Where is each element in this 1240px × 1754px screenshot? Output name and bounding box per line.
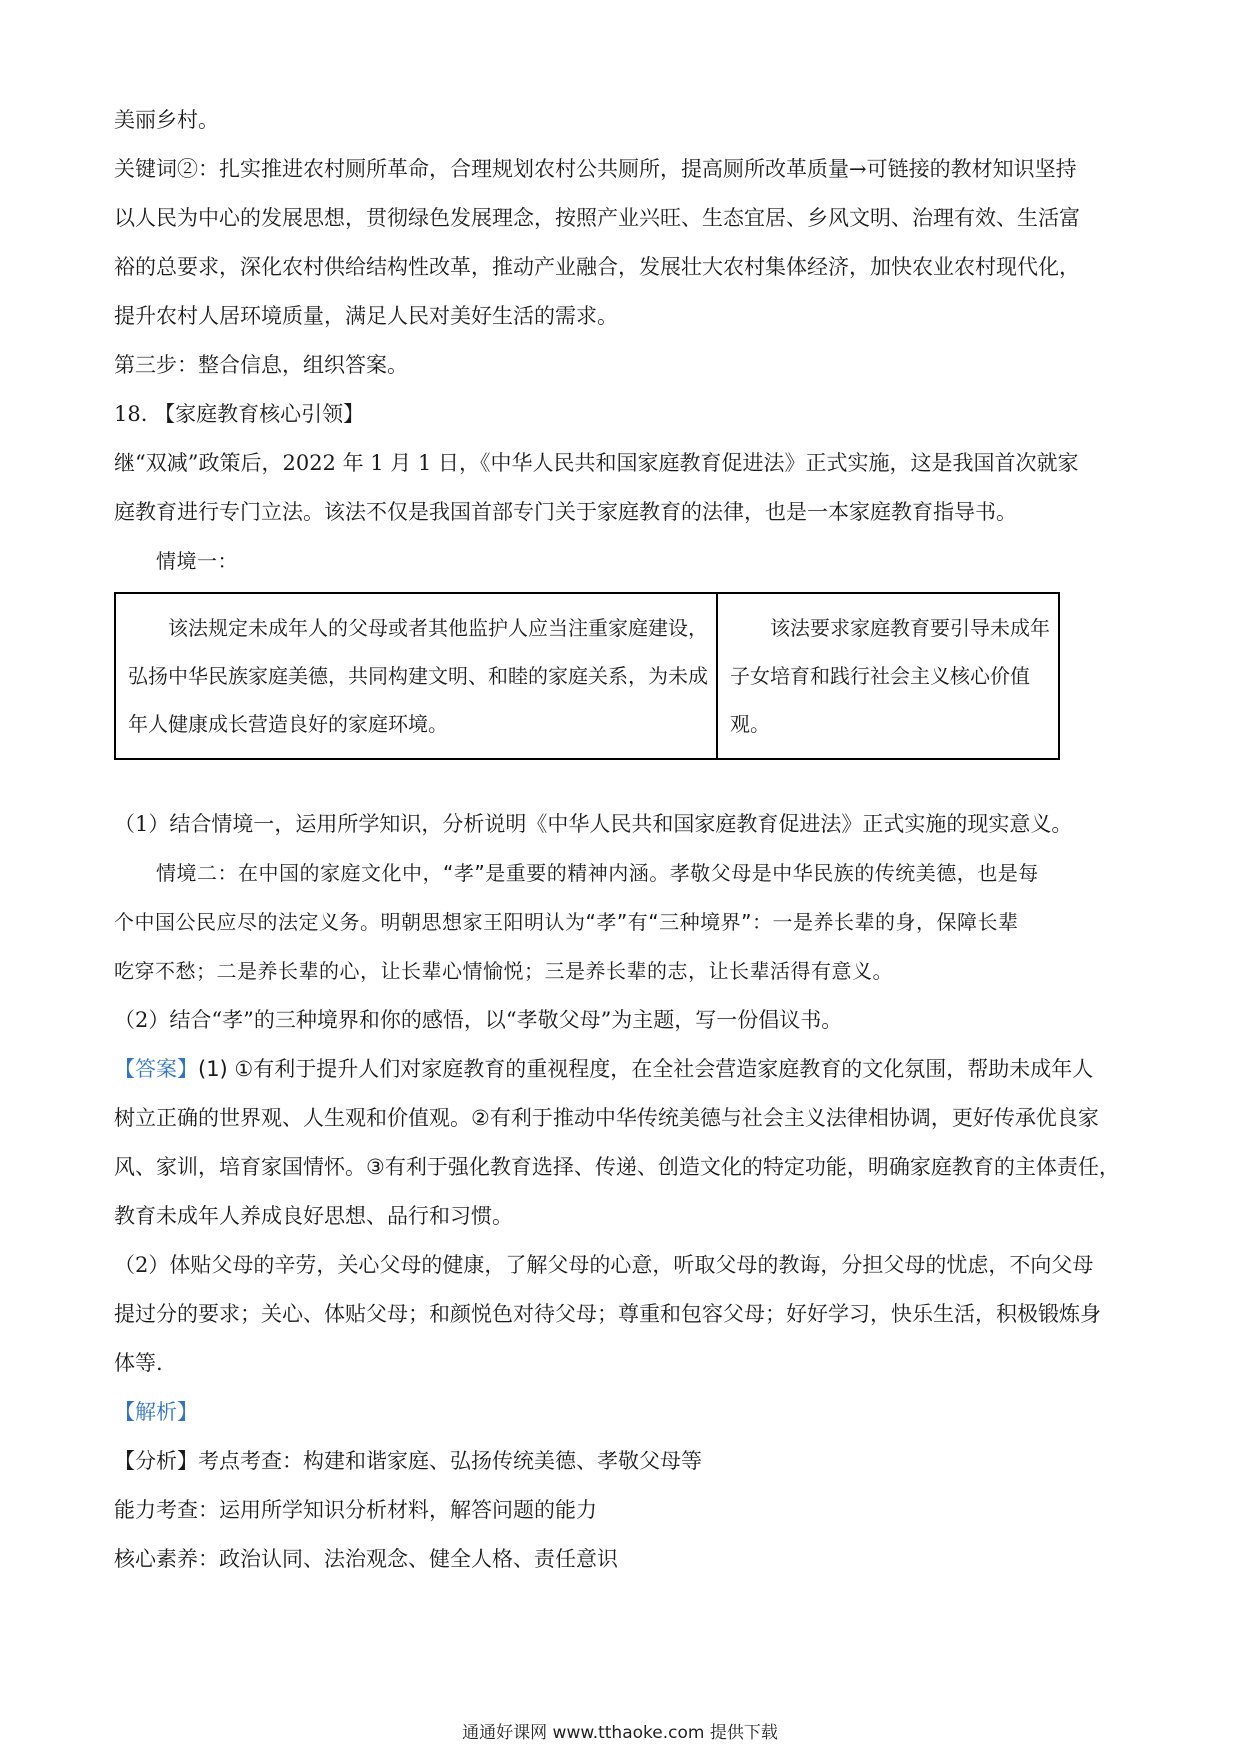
answer-line: 树立正确的世界观、人生观和价值观。②有利于推动中华传统美德与社会主义法律相协调，更好传承优良家 <box>114 1106 1099 1130</box>
cell-text-line: 观。 <box>730 712 770 736</box>
analysis-line: 核心素养：政治认同、法治观念、健全人格、责任意识 <box>114 1547 618 1571</box>
page-content <box>114 96 1124 1584</box>
sub-question-2: （2）结合“孝”的三种境界和你的感悟，以“孝敬父母”为主题，写一份倡议书。 <box>114 1008 843 1032</box>
page-footer: 通通好课网 www.tthaoke.com 提供下载 <box>462 1723 778 1743</box>
previous-answer-section <box>114 96 1124 390</box>
analysis-line: 【分析】考点考查：构建和谐家庭、弘扬传统美德、孝敬父母等 <box>114 1449 702 1473</box>
text-line: 裕的总要求，深化农村供给结构性改革，推动产业融合，发展壮大农村集体经济，加快农业农村现代化， <box>114 255 1080 279</box>
text-line: 以人民为中心的发展思想，贯彻绿色发展理念，按照产业兴旺、生态宜居、乡风文明、治理有效、生活富 <box>114 206 1080 230</box>
cell-text-line: 该法规定未成年人的父母或者其他监护人应当注重家庭建设， <box>168 616 708 640</box>
text-line: 美丽乡村。 <box>114 108 219 132</box>
answer-label: 【答案】 <box>114 1057 198 1081</box>
scene1-label: 情境一： <box>156 549 238 573</box>
cell-text-line: 子女培育和践行社会主义核心价值 <box>730 664 1030 688</box>
answer-line: （2）体贴父母的辛劳，关心父母的健康，了解父母的心意，听取父母的教诲，分担父母的忧虑，不向父母 <box>114 1253 1094 1277</box>
question-18 <box>114 390 1124 1045</box>
question-intro-line: 继“双减”政策后，2022 年 1 月 1 日，《中华人民共和国家庭教育促进法》正式实施，这是我国首次就家 <box>114 451 1079 475</box>
cell-text-line: 年人健康成长营造良好的家庭环境。 <box>128 712 448 736</box>
scene1-table <box>114 592 1060 760</box>
scene2-line: 吃穿不愁；二是养长辈的心，让长辈心情愉悦；三是养长辈的志，让长辈活得有意义。 <box>114 959 893 983</box>
cell-text-line: 弘扬中华民族家庭美德，共同构建文明、和睦的家庭关系，为未成 <box>128 664 708 688</box>
scene1-left-cell <box>115 593 717 759</box>
sub-question-1: （1）结合情境一，运用所学知识，分析说明《中华人民共和国家庭教育促进法》正式实施的现实意义。 <box>114 812 1073 836</box>
text-line: 第三步：整合信息，组织答案。 <box>114 353 408 377</box>
answer-text: (1) ①有利于提升人们对家庭教育的重视程度，在全社会营造家庭教育的文化氛围，帮助未成年人 <box>198 1057 1094 1081</box>
text-line: 关键词②：扎实推进农村厕所革命，合理规划农村公共厕所，提高厕所改革质量→可链接的教材知识坚持 <box>114 157 1077 181</box>
text-line: 提升农村人居环境质量，满足人民对美好生活的需求。 <box>114 304 618 328</box>
scene2-line: 个中国公民应尽的法定义务。明朝思想家王阳明认为“孝”有“三种境界”：一是养长辈的身，保障长辈 <box>114 910 1019 934</box>
answer-line <box>114 1045 1124 1094</box>
scene1-right-cell <box>717 593 1059 759</box>
answer-line: 教育未成年人养成良好思想、品行和习惯。 <box>114 1204 513 1228</box>
answer-line: 提过分的要求；关心、体贴父母；和颜悦色对待父母；尊重和包容父母；好好学习，快乐生活，积极锻炼身 <box>114 1302 1101 1326</box>
question-intro-line: 庭教育进行专门立法。该法不仅是我国首部专门关于家庭教育的法律，也是一本家庭教育指导书。 <box>114 500 1017 524</box>
scene2-line: 情境二：在中国的家庭文化中，“孝”是重要的精神内涵。孝敬父母是中华民族的传统美德，也是每 <box>156 861 1039 885</box>
analysis-label: 【解析】 <box>114 1400 198 1424</box>
answer-section <box>114 1045 1124 1388</box>
answer-line: 风、家训，培育家国情怀。③有利于强化教育选择、传递、创造文化的特定功能，明确家庭教育的主体责任， <box>114 1155 1120 1179</box>
answer-line: 体等. <box>114 1351 163 1375</box>
analysis-section <box>114 1388 1124 1584</box>
cell-text-line: 该法要求家庭教育要引导未成年 <box>770 616 1050 640</box>
question-title: 18. 【家庭教育核心引领】 <box>114 402 365 426</box>
analysis-line: 能力考查：运用所学知识分析材料，解答问题的能力 <box>114 1498 597 1522</box>
